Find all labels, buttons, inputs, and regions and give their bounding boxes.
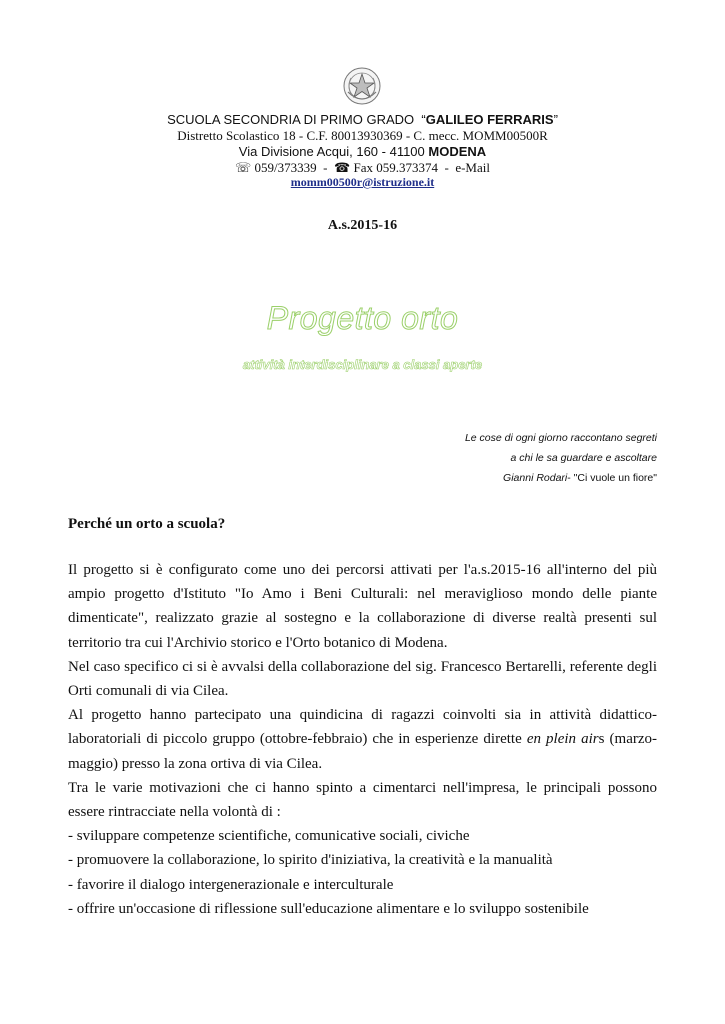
paragraph-3 — [68, 703, 657, 776]
fax-icon: ☎ — [334, 160, 351, 175]
phone-icon: ☏ — [235, 160, 252, 175]
fax-number: Fax 059.373374 — [353, 160, 438, 175]
paragraph-4: Tra le varie motivazioni che ci hanno spinto a cimentarci nell'impresa, le principali possono essere rintracciate nella volontà di : — [68, 779, 657, 821]
project-subtitle: attività interdisciplinare a classi aperte — [242, 357, 483, 372]
email-label: e-Mail — [455, 160, 490, 175]
district-line: Distretto Scolastico 18 - C.F. 80013930369 - C. mecc. MOMM00500R — [177, 128, 548, 143]
paragraph-3-end: s (marzo-maggio) presso la zona ortiva di via Cilea. — [68, 731, 658, 772]
goal-item: - sviluppare competenze scientifiche, comunicative sociali, civiche — [68, 828, 470, 845]
goal-item: - promuovere la collaborazione, lo spirito d'iniziativa, la creatività e la manualità — [68, 852, 553, 869]
paragraph-3-italic: en plein air — [526, 731, 599, 748]
paragraph-3-start: Al progetto hanno partecipato una quindicina di ragazzi coinvolti sia in attività didattico-laboratoriali di piccolo gruppo (ottobre-febbraio) che in esperienze dirette — [68, 707, 657, 748]
project-title: Progetto orto — [266, 300, 459, 336]
phone-number: 059/373339 — [254, 160, 317, 175]
goal-item: - favorire il dialogo intergenerazionale e interculturale — [68, 876, 394, 893]
italian-republic-emblem-icon — [342, 66, 382, 106]
school-year: A.s.2015-16 — [327, 218, 398, 233]
school-prefix: SCUOLA SECONDRIA DI PRIMO GRADO — [167, 112, 415, 127]
email-line — [0, 175, 725, 190]
quote-author: Gianni Rodari — [503, 472, 568, 484]
quote-attribution — [503, 472, 657, 484]
address-prefix: Via Divisione Acqui, 160 - 41100 — [238, 144, 425, 159]
address-city: MODENA — [428, 144, 487, 159]
quote-source: - "Ci vuole un fiore" — [567, 472, 657, 484]
school-name-open-quote: “ — [421, 112, 426, 127]
school-name-line — [0, 112, 725, 127]
paragraph-1: Il progetto si è configurato come uno dei percorsi attivati per l'a.s.2015-16 all'interno del più ampio progetto d'Istituto "Io Amo i Beni Culturali: nel meraviglioso mondo delle piante dimenticate", realizzato grazie al sostegno e la collaborazione di diverse realtà presenti sul territorio tra cui l'Archivio storico e l'Orto botanico di Modena. — [68, 562, 657, 651]
school-name: GALILEO FERRARIS — [425, 112, 554, 127]
quote-line-1: Le cose di ogni giorno raccontano segreti — [464, 432, 657, 444]
goal-item: - offrire un'occasione di riflessione sull'educazione alimentare e lo sviluppo sostenibile — [68, 900, 589, 917]
contact-line: ☏ 059/373339 - ☎ Fax 059.373374 - e-Mail — [235, 160, 490, 175]
email-link[interactable]: momm00500r@istruzione.it — [290, 175, 435, 189]
paragraph-2: Nel caso specifico ci si è avvalsi della collaborazione del sig. Francesco Bertarelli, referente degli Orti comunali di via Cilea. — [68, 658, 657, 700]
section-title: Perché un orto a scuola? — [68, 516, 226, 532]
school-name-close-quote: ” — [553, 112, 558, 127]
address-line — [0, 144, 725, 159]
quote-line-2: a chi le sa guardare e ascoltare — [510, 452, 657, 464]
body-text — [68, 558, 657, 921]
